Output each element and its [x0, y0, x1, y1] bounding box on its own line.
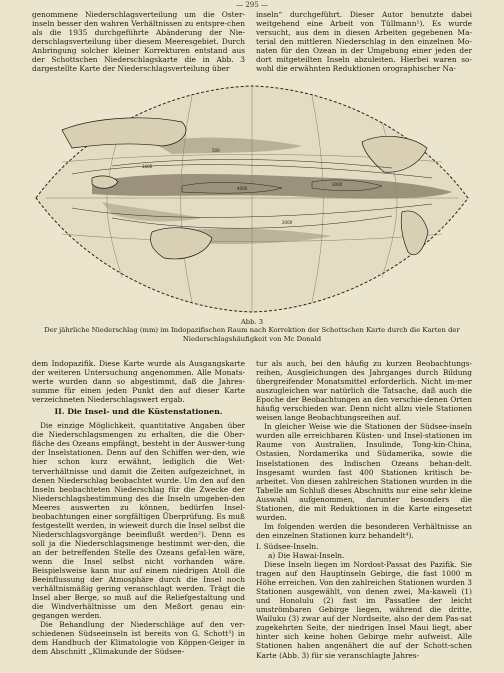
svg-text:4000: 4000	[237, 186, 248, 191]
figure-caption	[40, 318, 464, 343]
subsection-heading: I. Südsee-Inseln.	[256, 541, 319, 551]
top-right-column	[256, 10, 472, 73]
paragraph: tur als auch, bei den häufig zu kurzen Beobachtungs-reihen, Ausgleichungen des Jahrganges durch Bildung übergreifender Monatsmittel erforderlich. Nicht im-mer auszugleichen war natürlich die Tatsache, daß auch die Epoche der Beobachtungen an den verschie-denen Orten häufig verschieden war. Denn nicht allzu viele Stationen weisen lange Beobachtungsreihen auf.	[256, 359, 472, 423]
paragraph: Die Behandlung der Niederschläge auf den ver-schiedenen Südseeinseln ist bereits von G. Schott³) in dem Handbuch der Klimatologie von Köppen-Geiger in dem Abschnitt „Klimakunde der Südsee-	[32, 620, 245, 657]
precipitation-map-figure	[32, 82, 472, 314]
svg-text:500: 500	[212, 148, 220, 153]
paragraph: dem Indopazifik. Diese Karte wurde als Ausgangskarte der weiteren Untersuchung angenommen. Alle Monats-werte wurden dann so abgestimmt, daß die Jahres-summe für einen jeden Punkt den auf dieser Karte verzeichneten Niederschlagswert ergab.	[32, 359, 245, 405]
svg-text:2000: 2000	[282, 220, 293, 225]
subsection-heading: a) Die Hawai-Inseln.	[268, 550, 345, 560]
paragraph: inseln“ durchgeführt. Dieser Autor benutzte dabei weitgehend eine Arbeit von Tüllmann¹). Es wurde versucht, aus dem in diesen Arbeiten gegebenen Ma-terial den mittleren Niederschlag in den einzelnen Mo-naten für den Ozean in der Umgebung einer jeden der dort mitgeteilten Inseln abzuleiten. Hierbei waren so-wohl die erwähnten Reduktionen orographischer Na-	[256, 10, 472, 74]
figure-caption-text: Der jährliche Niederschlag (mm) im Indopazifischen Raum nach Korrektion der Schottschen Karte durch die Karten der Niederschlagshäufigkeit von Mc Donald	[44, 326, 460, 343]
figure-label: Abb. 3	[240, 318, 264, 326]
bottom-right-column	[256, 359, 472, 660]
paragraph: Die einzige Möglichkeit, quantitative Angaben über die Niederschlagsmengen zu erhalten, die die Ober-fläche des Ozeans empfängt, besteht in der Auswer-tung der Inselstationen. Denn auf den Schiffen wer-den, wie hier schon kurz erwähnt, lediglich die Wet-terverhältnisse und damit die Zeiten aufgezeichnet, in denen Niederschlag beobachtet wurde. Um den auf den Inseln beobachteten Niederschlag für die Zwecke der Niederschlagsbestimmung des die Inseln umgeben-den Meeres auswerten zu können, bedürfen Insel-beobachtungen einer sorgfältigen Überprüfung. Es muß festgestellt werden, in wieweit durch die Insel selbst die Niederschlagsvorgänge beeinflußt werden²). Denn es soll ja die Niederschlagsmenge bestimmt wer-den, die an der betreffenden Stelle des Ozeans gefal-len wäre, wenn die Insel selbst nicht vorhanden wäre. Beispielsweise kann nur auf einem niedrigen Atoll die Beeinflussung der Atmosphäre durch die Insel noch verhältnismäßig gering veranschlagt werden. Trägt die Insel aber Berge, so muß auf die Reliefgestaltung und die Windverhältnisse um den Meßort genau ein-gegangen werden.	[32, 421, 245, 621]
svg-text:3000: 3000	[332, 182, 343, 187]
svg-text:1000: 1000	[142, 164, 153, 169]
paragraph: Diese Inseln liegen im Nordost-Passat des Pazifik. Sie tragen auf den Hauptinseln Gebirge, die fast 1000 m Höhe erreichen. Von den zahlreichen Stationen wurden 3 Stationen ausgewählt, von denen zwei, Ma-kaweli (1) und Honolulu (2) fast im Passatlee der leicht umströmbaren Gebirge liegen, während die dritte, Wailuku (3) zwar auf der Nordseite, also der dem Pas-sat zugekehrten Seite, der niedrigen Insel Maui liegt, aber hinter sich keine hohen Gebirge mehr aufweist. Alle Stationen haben angenähert die auf der Schott-schen Karte (Abb. 3) für sie veranschlagte Jahres-	[256, 560, 472, 660]
section-heading: II. Die Insel- und die Küstenstationen.	[54, 407, 223, 417]
paragraph: In gleicher Weise wie die Stationen der Südsee-inseln wurden alle erreichbaren Küsten- und Insel-stationen im Raume von Australien, Insulinde, Tong-kin-China, Ostasien, Nordamerika und Südamerika, sowie die Inselstationen des Indischen Ozeans behan-delt. Insgesamt wurden fast 400 Stationen kritisch be-arbeitet. Von diesen zahlreichen Stationen wurden in die Tabelle am Schluß dieses Abschnitts nur eine sehr kleine Auswahl aufgenommen, darunter besonders die Stationen, die mit Reduktionen in die Karte eingesetzt wurden.	[256, 422, 472, 522]
bottom-left-column	[32, 359, 245, 657]
top-left-column	[32, 10, 245, 73]
paragraph: Im folgenden werden die besonderen Verhältnisse an den einzelnen Stationen kurz behandelt⁴).	[256, 521, 472, 540]
paragraph: genommene Niederschlagsverteilung um die Oster-inseln besser den wahren Verhältnissen zu entspre-chen als die 1935 durchgeführte Abänderung der Nie-derschlagsverteilung über diesem Meeresgebiet. Durch Anbringung solcher kleiner Korrekturen entstand aus der Schottschen Niederschlagskarte die in Abb. 3 dargestellte Karte der Niederschlagsverteilung über	[32, 10, 245, 74]
page-number: — 295 —	[236, 1, 268, 9]
